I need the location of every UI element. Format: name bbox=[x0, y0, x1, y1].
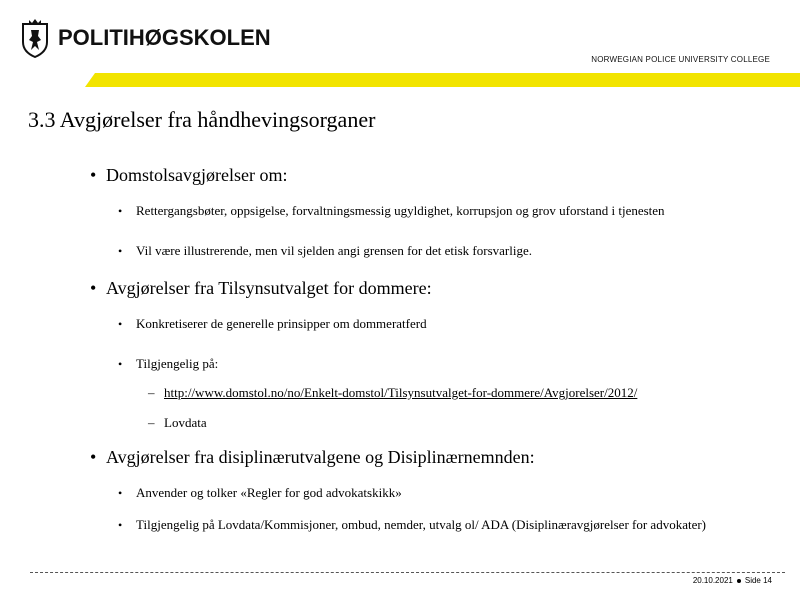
sub-bullet: • Vil være illustrerende, men vil sjelden angi grensen for det etisk forsvarlige. bbox=[118, 238, 780, 264]
sub-bullet: • Tilgjengelig på Lovdata/Kommisjoner, ombud, nemder, utvalg ol/ ADA (Disiplinæravgjørelser for advokater) bbox=[118, 512, 780, 538]
footer-divider bbox=[30, 572, 785, 573]
sub-bullet: • Konkretiserer de generelle prinsipper om dommeratferd bbox=[118, 311, 780, 337]
brand-name: POLITIHØGSKOLEN bbox=[58, 25, 271, 50]
footer bbox=[693, 576, 772, 585]
sub-sub-bullet bbox=[148, 383, 780, 403]
brand-subtitle: NORWEGIAN POLICE UNIVERSITY COLLEGE bbox=[591, 55, 770, 64]
bullet-tilsynsutvalget: • Avgjørelser fra Tilsynsutvalget for dommere: bbox=[90, 278, 780, 299]
sub-sub-bullet: – Lovdata bbox=[148, 413, 780, 433]
footer-date: 20.10.2021 bbox=[692, 576, 733, 585]
slide-content bbox=[90, 165, 780, 552]
domstol-link[interactable]: http://www.domstol.no/no/Enkelt-domstol/Tilsynsutvalget-for-dommere/Avgjorelser/2012/ bbox=[164, 385, 638, 400]
slide-title: 3.3 Avgjørelser fra håndhevingsorganer bbox=[28, 107, 376, 132]
sub-bullet: • Anvender og tolker «Regler for god advokatskikk» bbox=[118, 480, 780, 506]
bullet-domstol: • Domstolsavgjørelser om: bbox=[90, 165, 780, 186]
dot-icon bbox=[737, 579, 741, 583]
sub-bullet: • Tilgjengelig på: bbox=[118, 351, 780, 377]
sub-bullet: • Rettergangsbøter, oppsigelse, forvaltningsmessig ugyldighet, korrupsjon og grov uforstand i tjenesten bbox=[118, 198, 780, 224]
bullet-disiplinaer: • Avgjørelser fra disiplinærutvalgene og Disiplinærnemnden: bbox=[90, 447, 780, 468]
police-crest-icon bbox=[20, 18, 50, 58]
logo bbox=[20, 18, 271, 58]
footer-page: Side 14 bbox=[744, 576, 772, 585]
header-band bbox=[0, 73, 800, 87]
